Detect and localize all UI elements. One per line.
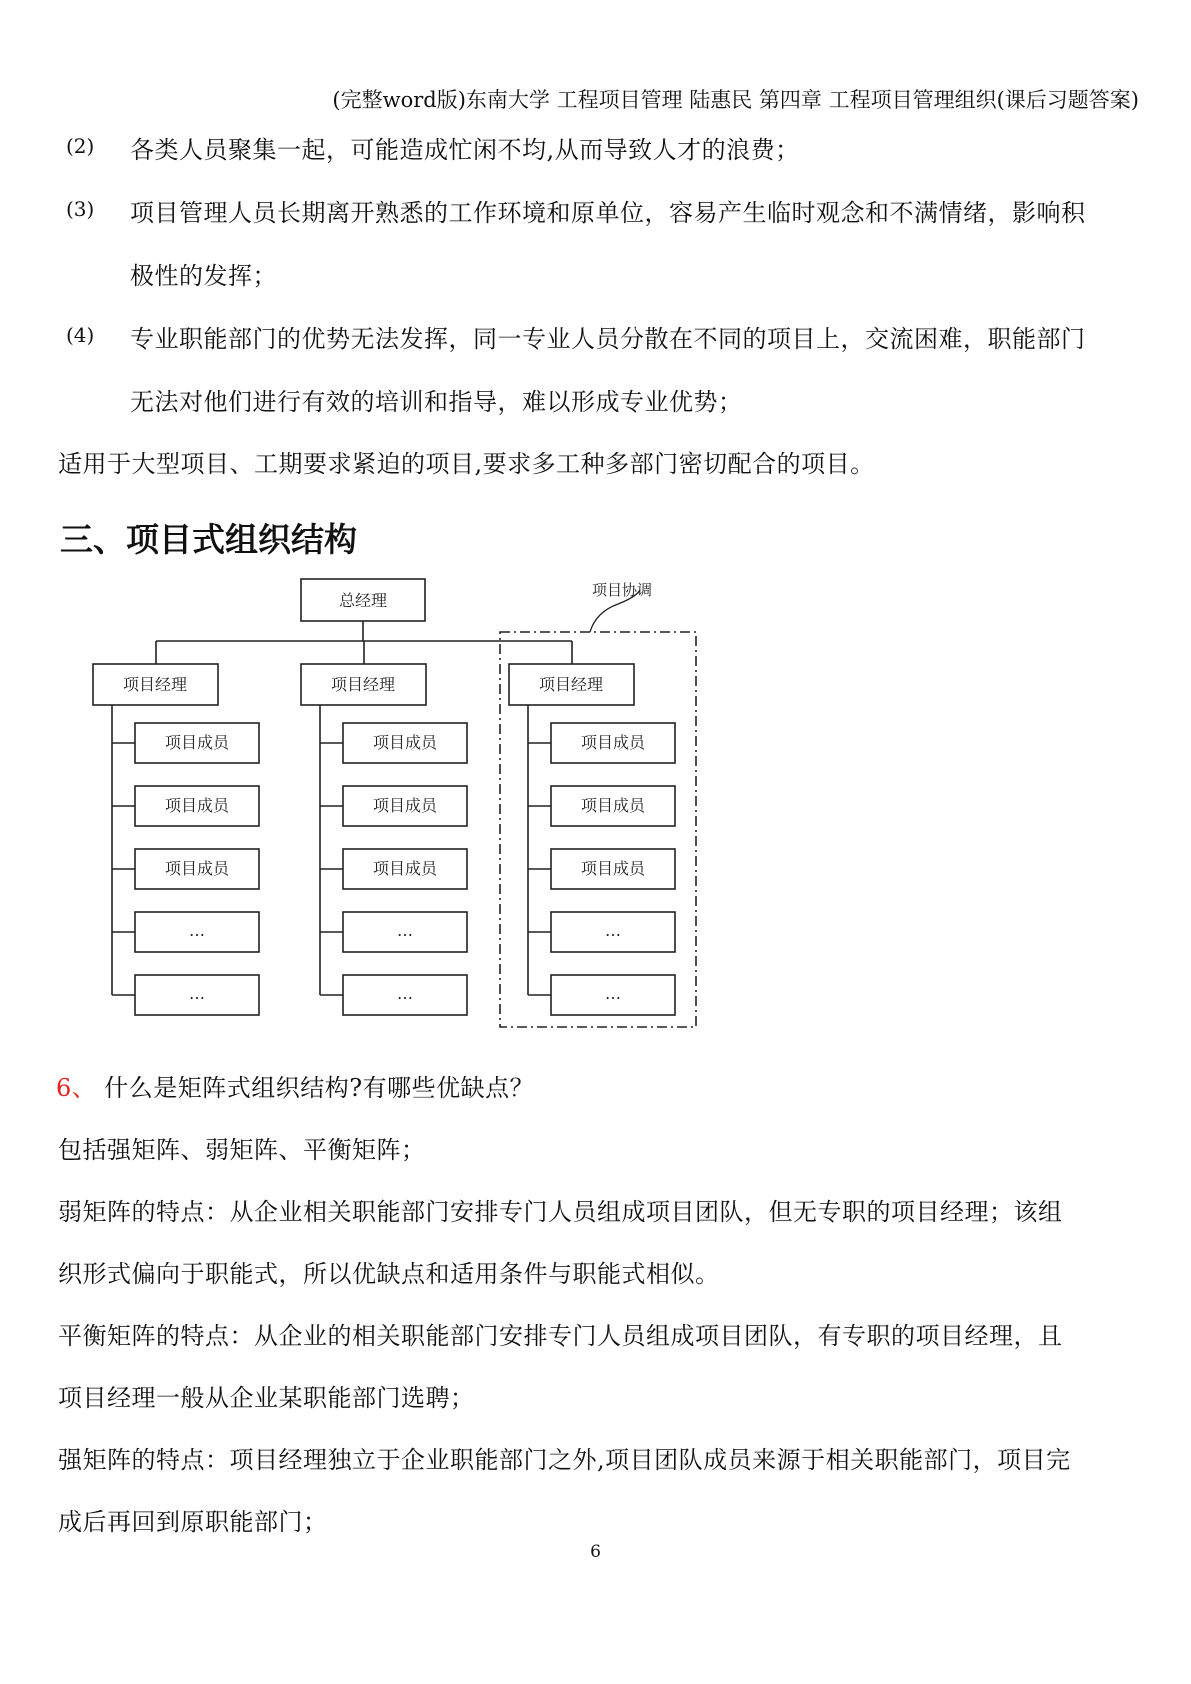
question-heading (56, 1068, 534, 1103)
member-label: 项目成员 (580, 859, 646, 878)
general-manager-label: 总经理 (338, 591, 388, 610)
ellipsis-label: … (189, 921, 205, 940)
member-label: 项目成员 (164, 733, 230, 752)
list-item-text: 专业职能部门的优势无法发挥，同一专业人员分散在不同的项目上，交流困难，职能部门 (130, 325, 1086, 353)
paragraph-line: 项目经理一般从企业某职能部门选聘； (58, 1384, 475, 1412)
manager-label: 项目经理 (330, 675, 396, 694)
ellipsis-label: … (397, 921, 413, 940)
ellipsis-label: … (189, 984, 205, 1003)
question-text: 什么是矩阵式组织结构?有哪些优缺点？ (104, 1074, 535, 1102)
ellipsis-label: … (605, 984, 621, 1003)
page-number: 6 (590, 1542, 601, 1562)
paragraph-line: 包括强矩阵、弱矩阵、平衡矩阵； (58, 1136, 426, 1164)
list-number: (2) (66, 134, 95, 158)
member-label: 项目成员 (164, 859, 230, 878)
applicability-text: 适用于大型项目、工期要求紧迫的项目,要求多工种多部门密切配合的项目。 (58, 450, 875, 478)
paragraph-line: 强矩阵的特点：项目经理独立于企业职能部门之外,项目团队成员来源于相关职能部门，项目完 (58, 1446, 1071, 1474)
list-item-text: 无法对他们进行有效的培训和指导，难以形成专业优势； (130, 388, 743, 416)
member-label: 项目成员 (372, 796, 438, 815)
list-item-text: 各类人员聚集一起，可能造成忙闲不均,从而导致人才的浪费； (130, 136, 800, 164)
paragraph-line: 织形式偏向于职能式，所以优缺点和适用条件与职能式相似。 (58, 1260, 720, 1288)
question-number: 6、 (56, 1074, 97, 1102)
page-header: (完整word版)东南大学 工程项目管理 陆惠民 第四章 工程项目管理组织(课后习题答案) (332, 88, 1139, 112)
member-label: 项目成员 (372, 859, 438, 878)
ellipsis-label: … (397, 984, 413, 1003)
member-label: 项目成员 (372, 733, 438, 752)
paragraph-line: 平衡矩阵的特点：从企业的相关职能部门安排专门人员组成项目团队，有专职的项目经理，且 (58, 1322, 1063, 1350)
list-number: (3) (66, 197, 95, 221)
paragraph-line: 弱矩阵的特点：从企业相关职能部门安排专门人员组成项目团队，但无专职的项目经理；该组 (58, 1198, 1063, 1226)
list-item-text: 极性的发挥； (130, 262, 277, 290)
member-label: 项目成员 (164, 796, 230, 815)
list-number: (4) (66, 323, 95, 347)
manager-label: 项目经理 (538, 675, 604, 694)
section-title: 三、项目式组织结构 (60, 520, 357, 559)
member-label: 项目成员 (580, 733, 646, 752)
list-item-text: 项目管理人员长期离开熟悉的工作环境和原单位，容易产生临时观念和不满情绪，影响积 (130, 199, 1086, 227)
ellipsis-label: … (605, 921, 621, 940)
manager-label: 项目经理 (122, 675, 188, 694)
paragraph-line: 成后再回到原职能部门； (58, 1508, 328, 1536)
annotation-label: 项目协调 (591, 581, 653, 599)
member-label: 项目成员 (580, 796, 646, 815)
